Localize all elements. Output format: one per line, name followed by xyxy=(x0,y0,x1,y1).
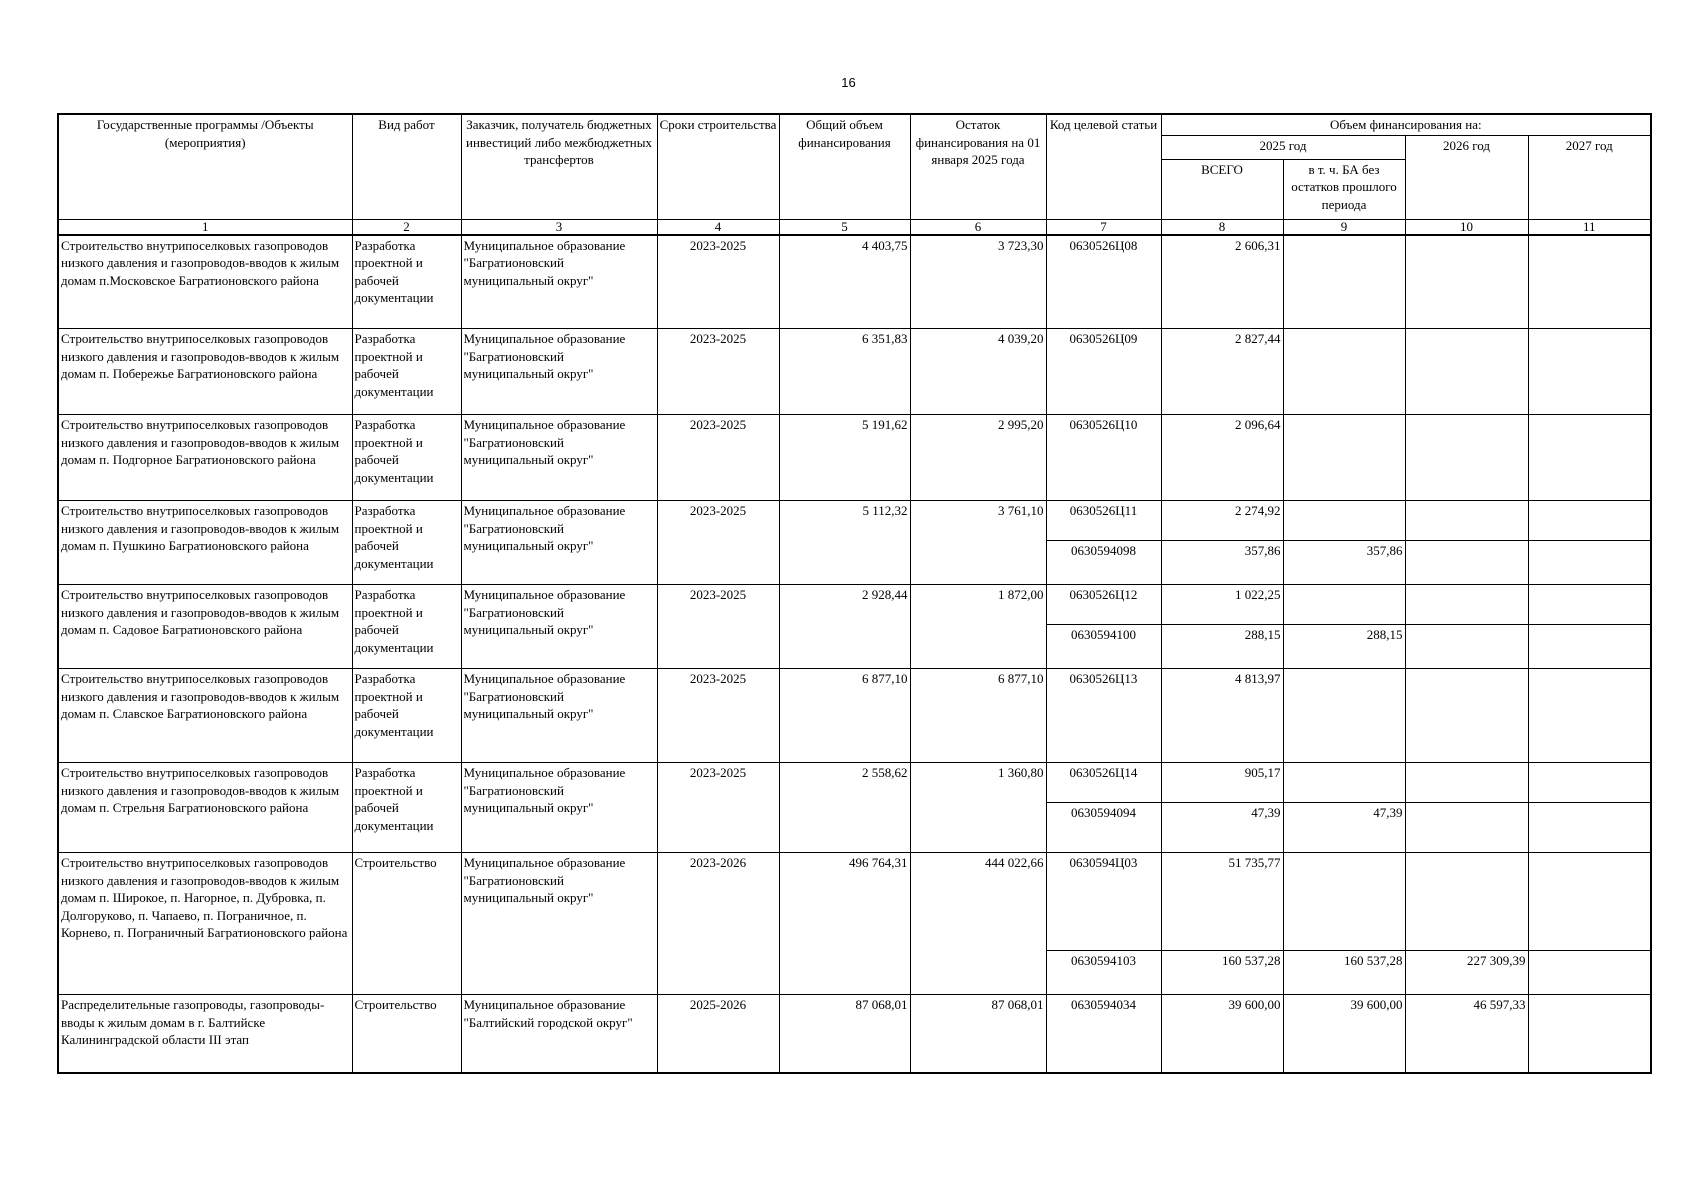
value-2027 xyxy=(1528,803,1651,853)
object-name: Строительство внутрипоселковых газопроводов низкого давления и газопроводов-вводов к жилым домам п. Пушкино Багратионовского района xyxy=(58,501,352,585)
total-financing: 6 351,83 xyxy=(779,329,910,415)
value-2026 xyxy=(1405,585,1528,625)
table-row xyxy=(58,585,1651,625)
value-2025-ba xyxy=(1283,501,1405,541)
target-code: 0630594103 xyxy=(1046,951,1161,995)
value-2026: 46 597,33 xyxy=(1405,995,1528,1073)
work-type: Разработка проектной и рабочей документации xyxy=(352,669,461,763)
total-financing: 87 068,01 xyxy=(779,995,910,1073)
value-2026: 227 309,39 xyxy=(1405,951,1528,995)
column-number: 2 xyxy=(352,219,461,235)
value-2026 xyxy=(1405,669,1528,763)
remaining-financing: 87 068,01 xyxy=(910,995,1046,1073)
construction-period: 2023-2025 xyxy=(657,763,779,853)
table-row xyxy=(58,995,1651,1073)
column-number: 10 xyxy=(1405,219,1528,235)
construction-period: 2023-2025 xyxy=(657,329,779,415)
target-code: 0630526Ц12 xyxy=(1046,585,1161,625)
construction-period: 2023-2025 xyxy=(657,669,779,763)
object-name: Строительство внутрипоселковых газопроводов низкого давления и газопроводов-вводов к жилым домам п. Широкое, п. Нагорное, п. Дубровка, п. Долгоруково, п. Чапаево, п. Пограничное, п. Корнево, п. Пограничный Багратионовского района xyxy=(58,853,352,995)
target-code: 0630594Ц03 xyxy=(1046,853,1161,951)
total-financing: 5 191,62 xyxy=(779,415,910,501)
target-code: 0630594098 xyxy=(1046,541,1161,585)
remaining-financing: 2 995,20 xyxy=(910,415,1046,501)
value-2025-total: 51 735,77 xyxy=(1161,853,1283,951)
remaining-financing: 1 872,00 xyxy=(910,585,1046,669)
remaining-financing: 6 877,10 xyxy=(910,669,1046,763)
customer: Муниципальное образование "Багратионовский муниципальный округ" xyxy=(461,329,657,415)
customer: Муниципальное образование "Багратионовский муниципальный округ" xyxy=(461,669,657,763)
value-2026 xyxy=(1405,415,1528,501)
value-2027 xyxy=(1528,951,1651,995)
construction-period: 2023-2026 xyxy=(657,853,779,995)
column-number: 6 xyxy=(910,219,1046,235)
target-code: 0630526Ц13 xyxy=(1046,669,1161,763)
total-financing: 496 764,31 xyxy=(779,853,910,995)
object-name: Строительство внутрипоселковых газопроводов низкого давления и газопроводов-вводов к жилым домам п. Стрельня Багратионовского района xyxy=(58,763,352,853)
value-2025-ba xyxy=(1283,585,1405,625)
value-2026 xyxy=(1405,803,1528,853)
table-row xyxy=(58,235,1651,329)
value-2026 xyxy=(1405,501,1528,541)
value-2025-ba: 288,15 xyxy=(1283,625,1405,669)
remaining-financing: 3 723,30 xyxy=(910,235,1046,329)
table-body xyxy=(58,235,1651,1073)
remaining-financing: 4 039,20 xyxy=(910,329,1046,415)
customer: Муниципальное образование "Багратионовский муниципальный округ" xyxy=(461,853,657,995)
value-2025-ba xyxy=(1283,669,1405,763)
value-2027 xyxy=(1528,329,1651,415)
column-number: 7 xyxy=(1046,219,1161,235)
value-2027 xyxy=(1528,501,1651,541)
target-code: 0630526Ц14 xyxy=(1046,763,1161,803)
work-type: Строительство xyxy=(352,853,461,995)
customer: Муниципальное образование "Багратионовский муниципальный округ" xyxy=(461,501,657,585)
customer: Муниципальное образование "Багратионовский муниципальный округ" xyxy=(461,415,657,501)
table-row xyxy=(58,501,1651,541)
value-2027 xyxy=(1528,585,1651,625)
work-type: Разработка проектной и рабочей документации xyxy=(352,235,461,329)
table-row xyxy=(58,763,1651,803)
value-2025-total: 357,86 xyxy=(1161,541,1283,585)
header-total-financing: Общий объем финансирования xyxy=(779,114,910,219)
column-number: 8 xyxy=(1161,219,1283,235)
header-work-type: Вид работ xyxy=(352,114,461,219)
work-type: Разработка проектной и рабочей документации xyxy=(352,763,461,853)
header-2025-ba: в т. ч. БА без остатков прошлого периода xyxy=(1283,159,1405,219)
target-code: 0630594094 xyxy=(1046,803,1161,853)
table-row xyxy=(58,853,1651,951)
value-2025-total: 160 537,28 xyxy=(1161,951,1283,995)
value-2026 xyxy=(1405,329,1528,415)
column-number: 4 xyxy=(657,219,779,235)
remaining-financing: 1 360,80 xyxy=(910,763,1046,853)
column-number: 3 xyxy=(461,219,657,235)
header-year-2025: 2025 год xyxy=(1161,135,1405,159)
customer: Муниципальное образование "Багратионовский муниципальный округ" xyxy=(461,763,657,853)
customer: Муниципальное образование "Балтийский городской округ" xyxy=(461,995,657,1073)
object-name: Строительство внутрипоселковых газопроводов низкого давления и газопроводов-вводов к жилым домам п. Подгорное Багратионовского района xyxy=(58,415,352,501)
table-header xyxy=(58,114,1651,235)
value-2025-ba: 357,86 xyxy=(1283,541,1405,585)
construction-period: 2023-2025 xyxy=(657,415,779,501)
value-2027 xyxy=(1528,235,1651,329)
value-2025-total: 288,15 xyxy=(1161,625,1283,669)
construction-period: 2025-2026 xyxy=(657,995,779,1073)
value-2025-ba xyxy=(1283,415,1405,501)
header-year-2027: 2027 год xyxy=(1528,135,1651,219)
column-number: 5 xyxy=(779,219,910,235)
value-2026 xyxy=(1405,625,1528,669)
header-funding-volume: Объем финансирования на: xyxy=(1161,114,1651,135)
construction-period: 2023-2025 xyxy=(657,235,779,329)
page-number: 16 xyxy=(841,75,856,90)
total-financing: 2 928,44 xyxy=(779,585,910,669)
value-2025-ba: 39 600,00 xyxy=(1283,995,1405,1073)
value-2025-total: 2 827,44 xyxy=(1161,329,1283,415)
target-code: 0630526Ц08 xyxy=(1046,235,1161,329)
value-2025-ba: 47,39 xyxy=(1283,803,1405,853)
work-type: Разработка проектной и рабочей документации xyxy=(352,585,461,669)
value-2025-total: 2 274,92 xyxy=(1161,501,1283,541)
customer: Муниципальное образование "Багратионовский муниципальный округ" xyxy=(461,235,657,329)
value-2025-ba xyxy=(1283,853,1405,951)
total-financing: 5 112,32 xyxy=(779,501,910,585)
value-2025-total: 2 606,31 xyxy=(1161,235,1283,329)
header-period: Сроки строительства xyxy=(657,114,779,219)
target-code: 0630594100 xyxy=(1046,625,1161,669)
work-type: Разработка проектной и рабочей документации xyxy=(352,415,461,501)
object-name: Строительство внутрипоселковых газопроводов низкого давления и газопроводов-вводов к жилым домам п. Побережье Багратионовского района xyxy=(58,329,352,415)
value-2027 xyxy=(1528,853,1651,951)
value-2027 xyxy=(1528,995,1651,1073)
financing-table xyxy=(57,113,1652,1074)
value-2025-total: 905,17 xyxy=(1161,763,1283,803)
customer: Муниципальное образование "Багратионовский муниципальный округ" xyxy=(461,585,657,669)
target-code: 0630526Ц11 xyxy=(1046,501,1161,541)
value-2025-total: 39 600,00 xyxy=(1161,995,1283,1073)
table-row xyxy=(58,669,1651,763)
value-2025-ba xyxy=(1283,235,1405,329)
value-2025-ba xyxy=(1283,329,1405,415)
value-2025-ba xyxy=(1283,763,1405,803)
remaining-financing: 444 022,66 xyxy=(910,853,1046,995)
value-2026 xyxy=(1405,235,1528,329)
header-objects: Государственные программы /Объекты (мероприятия) xyxy=(58,114,352,219)
total-financing: 6 877,10 xyxy=(779,669,910,763)
construction-period: 2023-2025 xyxy=(657,585,779,669)
value-2025-total: 2 096,64 xyxy=(1161,415,1283,501)
work-type: Разработка проектной и рабочей документации xyxy=(352,501,461,585)
header-year-2026: 2026 год xyxy=(1405,135,1528,219)
value-2027 xyxy=(1528,763,1651,803)
total-financing: 2 558,62 xyxy=(779,763,910,853)
remaining-financing: 3 761,10 xyxy=(910,501,1046,585)
value-2026 xyxy=(1405,763,1528,803)
table-row xyxy=(58,415,1651,501)
header-remaining-financing: Остаток финансирования на 01 января 2025 года xyxy=(910,114,1046,219)
total-financing: 4 403,75 xyxy=(779,235,910,329)
value-2025-total: 47,39 xyxy=(1161,803,1283,853)
column-number: 1 xyxy=(58,219,352,235)
column-number-row xyxy=(58,219,1651,235)
object-name: Строительство внутрипоселковых газопроводов низкого давления и газопроводов-вводов к жилым домам п. Славское Багратионовского района xyxy=(58,669,352,763)
value-2027 xyxy=(1528,669,1651,763)
table-row xyxy=(58,329,1651,415)
value-2025-ba: 160 537,28 xyxy=(1283,951,1405,995)
construction-period: 2023-2025 xyxy=(657,501,779,585)
target-code: 0630526Ц10 xyxy=(1046,415,1161,501)
value-2025-total: 4 813,97 xyxy=(1161,669,1283,763)
header-2025-total: ВСЕГО xyxy=(1161,159,1283,219)
column-number: 11 xyxy=(1528,219,1651,235)
target-code: 0630594034 xyxy=(1046,995,1161,1073)
work-type: Разработка проектной и рабочей документации xyxy=(352,329,461,415)
value-2025-total: 1 022,25 xyxy=(1161,585,1283,625)
value-2026 xyxy=(1405,853,1528,951)
object-name: Строительство внутрипоселковых газопроводов низкого давления и газопроводов-вводов к жилым домам п.Московское Багратионовского района xyxy=(58,235,352,329)
object-name: Строительство внутрипоселковых газопроводов низкого давления и газопроводов-вводов к жилым домам п. Садовое Багратионовского района xyxy=(58,585,352,669)
value-2027 xyxy=(1528,625,1651,669)
work-type: Строительство xyxy=(352,995,461,1073)
value-2026 xyxy=(1405,541,1528,585)
header-customer: Заказчик, получатель бюджетных инвестиций либо межбюджетных трансфертов xyxy=(461,114,657,219)
target-code: 0630526Ц09 xyxy=(1046,329,1161,415)
header-target-code: Код целевой статьи xyxy=(1046,114,1161,219)
value-2027 xyxy=(1528,415,1651,501)
value-2027 xyxy=(1528,541,1651,585)
column-number: 9 xyxy=(1283,219,1405,235)
object-name: Распределительные газопроводы, газопроводы-вводы к жилым домам в г. Балтийске Калининградской области III этап xyxy=(58,995,352,1073)
